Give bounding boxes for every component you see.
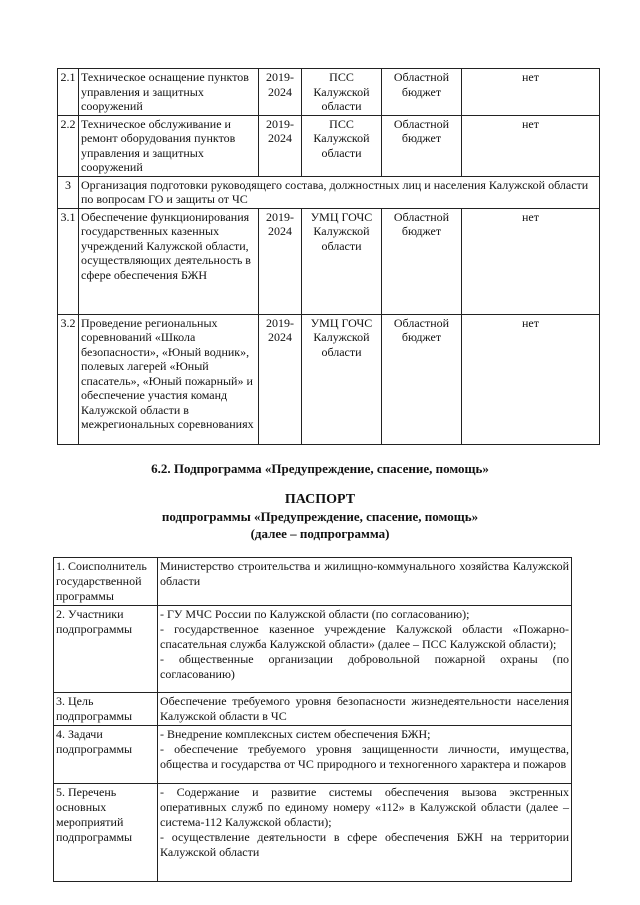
passport-value — [158, 784, 572, 882]
table-row — [54, 558, 572, 606]
table-row — [54, 784, 572, 882]
measures-table — [57, 68, 600, 445]
table-row — [54, 726, 572, 784]
passport-value-line: Министерство строительства и жилищно-коммунального хозяйства Калужской области — [160, 559, 569, 588]
passport-label: 4. Задачи подпрограммы — [54, 726, 158, 784]
passport-value-line: - государственное казенное учреждение Калужской области «Пожарно-спасательная служба Калужской области» (далее – ПСС Калужской области); — [160, 622, 569, 651]
table-row — [58, 208, 600, 314]
passport-note: (далее – подпрограмма) — [250, 526, 390, 541]
table-row — [54, 693, 572, 726]
passport-label: 3. Цель подпрограммы — [54, 693, 158, 726]
extra-value: нет — [462, 208, 600, 314]
row-number: 3.2 — [58, 314, 79, 444]
row-number: 3 — [58, 176, 79, 208]
passport-value-line: - Содержание и развитие системы обеспечения вызова экстренных оперативных служб по единому номеру «112» в Калужской области (далее – система-112 Калужской области); — [160, 785, 569, 829]
passport-value — [158, 726, 572, 784]
measure-name: Техническое оснащение пунктов управления и защитных сооружений — [79, 69, 259, 116]
row-number: 2.2 — [58, 115, 79, 176]
table-row — [54, 606, 572, 693]
measure-name: Техническое обслуживание и ремонт оборудования пунктов управления и защитных сооружений — [79, 115, 259, 176]
executor: УМЦ ГОЧС Калужской области — [302, 208, 382, 314]
funding-source: Областной бюджет — [382, 115, 462, 176]
passport-subtitle: подпрограммы «Предупреждение, спасение, помощь» — [161, 509, 479, 524]
passport-table — [53, 557, 572, 882]
subprogram-heading: 6.2. Подпрограмма «Предупреждение, спасение, помощь» — [151, 461, 489, 476]
passport-value — [158, 693, 572, 726]
passport-label: 5. Перечень основных мероприятий подпрограммы — [54, 784, 158, 882]
executor: УМЦ ГОЧС Калужской области — [302, 314, 382, 444]
period: 2019-2024 — [259, 208, 302, 314]
table-row — [58, 314, 600, 444]
passport-value-line: - обеспечение требуемого уровня защищенности личности, имущества, общества и государства от ЧС природного и техногенного характера и пожаров — [160, 742, 569, 771]
measure-name: Проведение региональных соревнований «Школа безопасности», «Юный водник», полевых лагерей «Юный спасатель», «Юный пожарный» и обеспечение участия команд Калужской области в межрегиональных соревнованиях — [79, 314, 259, 444]
passport-value — [158, 558, 572, 606]
passport-label: 1. Соисполнитель государственной программы — [54, 558, 158, 606]
passport-value-line: - ГУ МЧС России по Калужской области (по согласованию); — [160, 607, 470, 621]
section-title: Организация подготовки руководящего состава, должностных лиц и населения Калужской области по вопросам ГО и защиты от ЧС — [79, 176, 600, 208]
period: 2019-2024 — [259, 115, 302, 176]
passport-label: 2. Участники подпрограммы — [54, 606, 158, 693]
funding-source: Областной бюджет — [382, 208, 462, 314]
period: 2019-2024 — [259, 314, 302, 444]
measure-name: Обеспечение функционирования государственных казенных учреждений Калужской области, осуществляющих деятельность в сфере обеспечения БЖН — [79, 208, 259, 314]
passport-value-line: Обеспечение требуемого уровня безопасности жизнедеятельности населения Калужской области в ЧС — [160, 694, 569, 723]
executor: ПСС Калужской области — [302, 69, 382, 116]
period: 2019-2024 — [259, 69, 302, 116]
extra-value: нет — [462, 69, 600, 116]
passport-value-line: - общественные организации добровольной пожарной охраны (по согласованию) — [160, 652, 569, 681]
table-row — [58, 176, 600, 208]
table-row — [58, 69, 600, 116]
passport-value-line: - осуществление деятельности в сфере обеспечения БЖН на территории Калужской области — [160, 830, 569, 859]
table-row — [58, 115, 600, 176]
row-number: 2.1 — [58, 69, 79, 116]
funding-source: Областной бюджет — [382, 314, 462, 444]
extra-value: нет — [462, 314, 600, 444]
executor: ПСС Калужской области — [302, 115, 382, 176]
extra-value: нет — [462, 115, 600, 176]
row-number: 3.1 — [58, 208, 79, 314]
passport-value — [158, 606, 572, 693]
funding-source: Областной бюджет — [382, 69, 462, 116]
passport-value-line: - Внедрение комплексных систем обеспечения БЖН; — [160, 727, 431, 741]
passport-title: ПАСПОРТ — [284, 492, 356, 507]
